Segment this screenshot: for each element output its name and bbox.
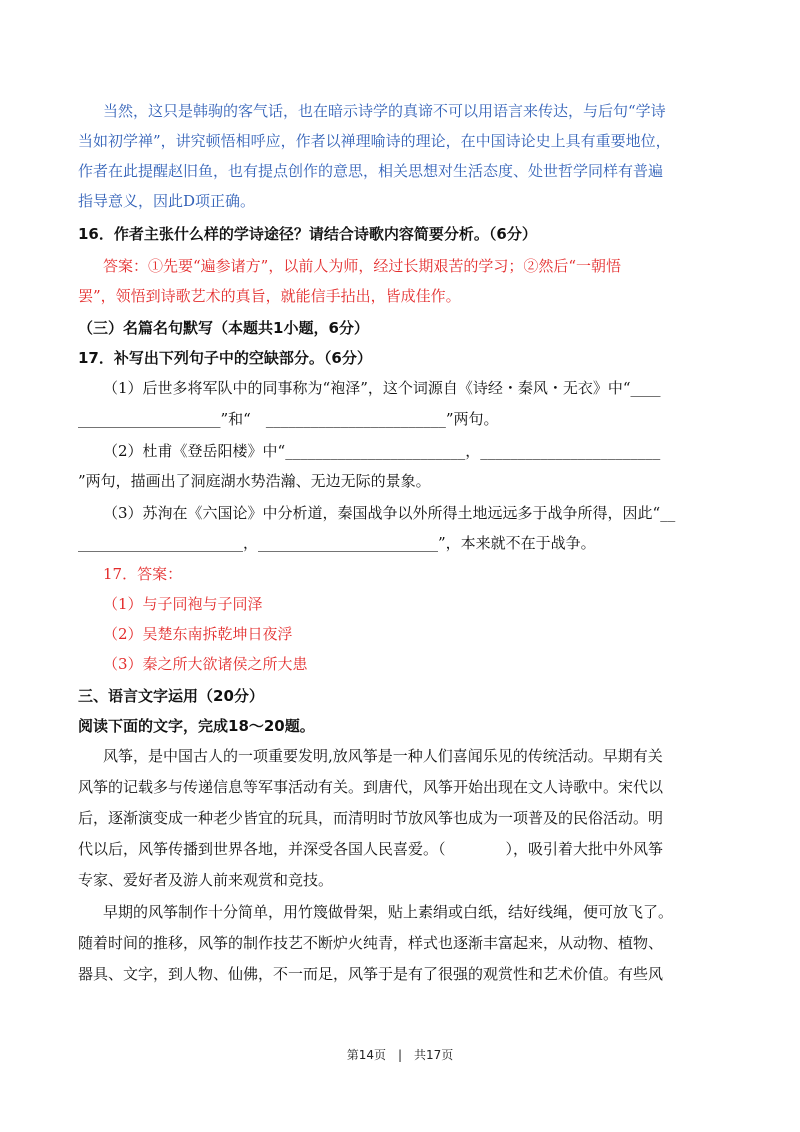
passage-line: 风筝的记载多与传递信息等军事活动有关。到唐代，风筝开始出现在文人诗歌中。宋代以	[78, 778, 664, 796]
analysis-line: 当如初学禅”，讲究顿悟相呼应，作者以禅理喻诗的理论，在中国诗论史上具有重要地位，	[78, 132, 671, 150]
question-17: 17．补写出下列句子中的空缺部分。（6分）	[78, 349, 372, 367]
section-heading: （三）名篇名句默写（本题共1小题，6分）	[78, 319, 369, 337]
q17-item-3-cont: ______________________，________________________”，本来就不在于战争。	[78, 534, 596, 552]
page-number: 第14页 | 共17页	[346, 1048, 454, 1062]
q17-item-1: （1）后世多将军队中的同事称为“袍泽”，这个词源自《诗经・秦风・无衣》中“____	[103, 379, 661, 397]
question-16: 16．作者主张什么样的学诗途径？请结合诗歌内容简要分析。（6分）	[78, 225, 537, 243]
analysis-line: 作者在此提醒赵旧鱼，也有提点创作的意思，相关思想对生活态度、处世哲学同样有普遍	[78, 162, 664, 180]
reading-instruction: 阅读下面的文字，完成18～20题。	[78, 717, 315, 735]
passage-line: 随着时间的推移，风筝的制作技艺不断炉火纯青，样式也逐渐丰富起来，从动物、植物、	[78, 934, 664, 952]
answer-17-title: 17．答案：	[103, 565, 183, 583]
answer-17-item: （2）吴楚东南拆乾坤日夜浮	[103, 625, 293, 643]
answer-16-line: 罢”，领悟到诗歌艺术的真旨，就能信手拈出，皆成佳作。	[78, 287, 461, 305]
passage-line: 早期的风筝制作十分简单，用竹篾做骨架，贴上素绢或白纸，结好线绳，便可放飞了。	[103, 903, 674, 921]
passage-line: 后，逐渐演变成一种老少皆宜的玩具，而清明时节放风筝也成为一项普及的民俗活动。明	[78, 809, 664, 827]
part-heading: 三、语言文字运用（20分）	[78, 687, 264, 705]
answer-17-item: （3）秦之所大欲诸侯之所大患	[103, 655, 308, 673]
q17-item-1-cont: ___________________”和“ ________________________”两句。	[78, 410, 499, 428]
passage-line: 器具、文字，到人物、仙佛，不一而足，风筝于是有了很强的观赏性和艺术价值。有些风	[78, 965, 664, 983]
analysis-line: 指导意义，因此D项正确。	[78, 192, 256, 210]
passage-line: 专家、爱好者及游人前来观赏和竞技。	[78, 871, 334, 889]
q17-item-2-cont: ”两句，描画出了洞庭湖水势浩瀚、无边无际的景象。	[78, 472, 431, 490]
analysis-line: 当然，这只是韩驹的客气话，也在暗示诗学的真谛不可以用语言来传达，与后句“学诗	[103, 102, 666, 120]
answer-17-item: （1）与子同袍与子同泽	[103, 595, 263, 613]
passage-line: 风筝，是中国古人的一项重要发明,放风筝是一种人们喜闻乐见的传统活动。早期有关	[103, 747, 663, 765]
passage-line: 代以后，风筝传播到世界各地，并深受各国人民喜爱。（ ），吸引着大批中外风筝	[78, 840, 664, 858]
q17-item-3: （3）苏洵在《六国论》中分析道，秦国战争以外所得土地远远多于战争所得，因此“__	[103, 504, 676, 522]
q17-item-2: （2）杜甫《登岳阳楼》中“________________________，________________________	[103, 442, 661, 460]
answer-16-line: 答案：①先要“遍参诸方”，以前人为师，经过长期艰苦的学习；②然后“一朝悟	[103, 257, 622, 275]
